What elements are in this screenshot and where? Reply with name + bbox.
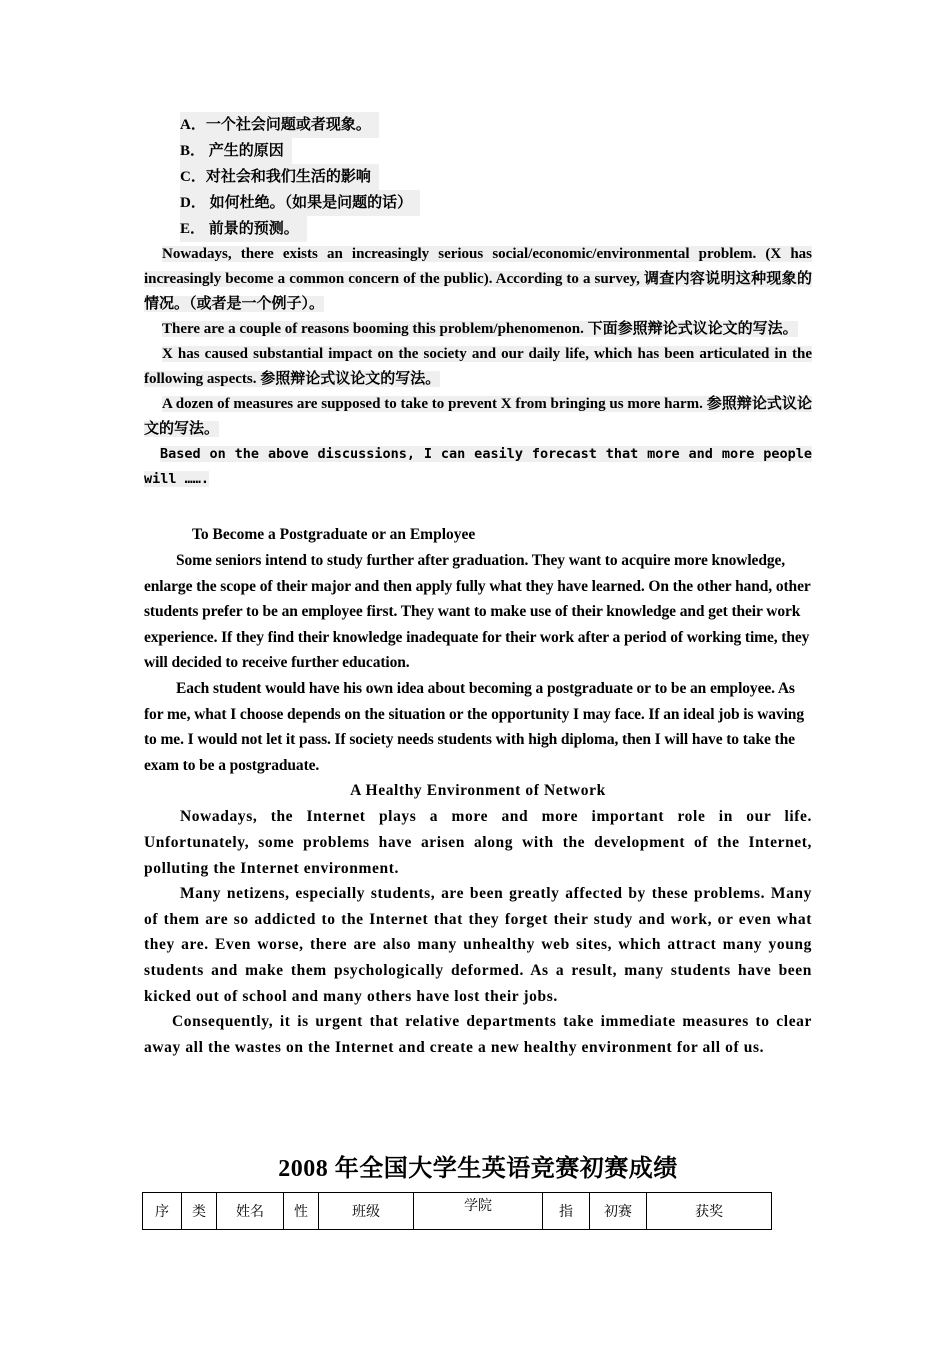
essay2-title: A Healthy Environment of Network [350,782,606,800]
essay2-paragraph-1: Nowadays, the Internet plays a more and more important role in our life. Unfortunately, some problems have arisen along with the development of the Internet, polluting the Internet environment. [144,808,812,877]
header-cell-class: 班级 [319,1193,414,1230]
essay2-paragraph-2: Many netizens, especially students, are been greatly affected by these problems. Many of them are so addicted to the Internet that they forget their study and work, or even what they are. Even worse, there are also many unhealthy web sites, which attract many young students and make them psychologically deformed. As a result, many students have been kicked out of school and many others have lost their jobs. [144,885,812,1005]
header-cell-category: 类 [182,1193,217,1230]
template-paragraph-5: Based on the above discussions, I can easily forecast that more and more people will ……. [144,446,812,487]
essay1-paragraph-2: Each student would have his own idea about becoming a postgraduate or to be an employee. As for me, what I choose depends on the situation or the opportunity I may face. If an ideal job is waving to me. I would not let it pass. If society needs students with high diploma, then I will have to take the exam to be a postgraduate. [144,679,804,774]
outline-list [144,112,812,242]
essay2-body [144,804,812,1060]
essay1-paragraph-1: Some seniors intend to study further after graduation. They want to acquire more knowledge, enlarge the scope of their major and then apply fully what they have learned. On the other hand, other students prefer to be an employee first. They want to make use of their knowledge and get their work experience. If they find their knowledge inadequate for their work after a period of working time, they will decided to receive further education. [144,552,811,672]
template-paragraph-4: A dozen of measures are supposed to take to prevent X from bringing us more harm. 参照辩论式议论文的写法。 [144,396,812,437]
outline-item-a: A．一个社会问题或者现象。 [144,112,812,138]
essay1-title: To Become a Postgraduate or an Employee [192,526,476,543]
header-cell-name: 姓名 [217,1193,284,1230]
essay2-paragraph-3: Consequently, it is urgent that relative departments take immediate measures to clear away all the wastes on the Internet and create a new healthy environment for all of us. [144,1013,812,1056]
outline-item-e: E． 前景的预测。 [144,216,812,242]
results-header-row [143,1193,772,1230]
header-cell-award: 获奖 [647,1193,772,1230]
template-paragraph-1: Nowadays, there exists an increasingly serious social/economic/environmental problem. (X has increasingly become a common concern of the public). According to a survey, 调查内容说明这种现象的情况。（或者是一个例子）。 [144,246,812,312]
results-section [144,1148,812,1183]
header-cell-index: 序 [143,1193,182,1230]
outline-item-c: C．对社会和我们生活的影响 [144,164,812,190]
template-paragraph-3: X has caused substantial impact on the society and our daily life, which has been articulated in the following aspects. 参照辩论式议论文的写法。 [144,346,812,387]
header-cell-college: 学院 [414,1193,543,1230]
outline-item-d: D． 如何杜绝。（如果是问题的话） [144,190,812,216]
results-table [142,1192,772,1230]
header-cell-preliminary: 初赛 [590,1193,647,1230]
document-page [144,112,812,1060]
results-title: 2008 年全国大学生英语竞赛初赛成绩 [278,1156,678,1182]
header-cell-advisor: 指 [543,1193,590,1230]
header-cell-gender: 性 [284,1193,319,1230]
essay1-body [144,548,812,778]
template-paragraph-2: There are a couple of reasons booming this problem/phenomenon. 下面参照辩论式议论文的写法。 [162,321,798,337]
outline-item-b: B． 产生的原因 [144,138,812,164]
